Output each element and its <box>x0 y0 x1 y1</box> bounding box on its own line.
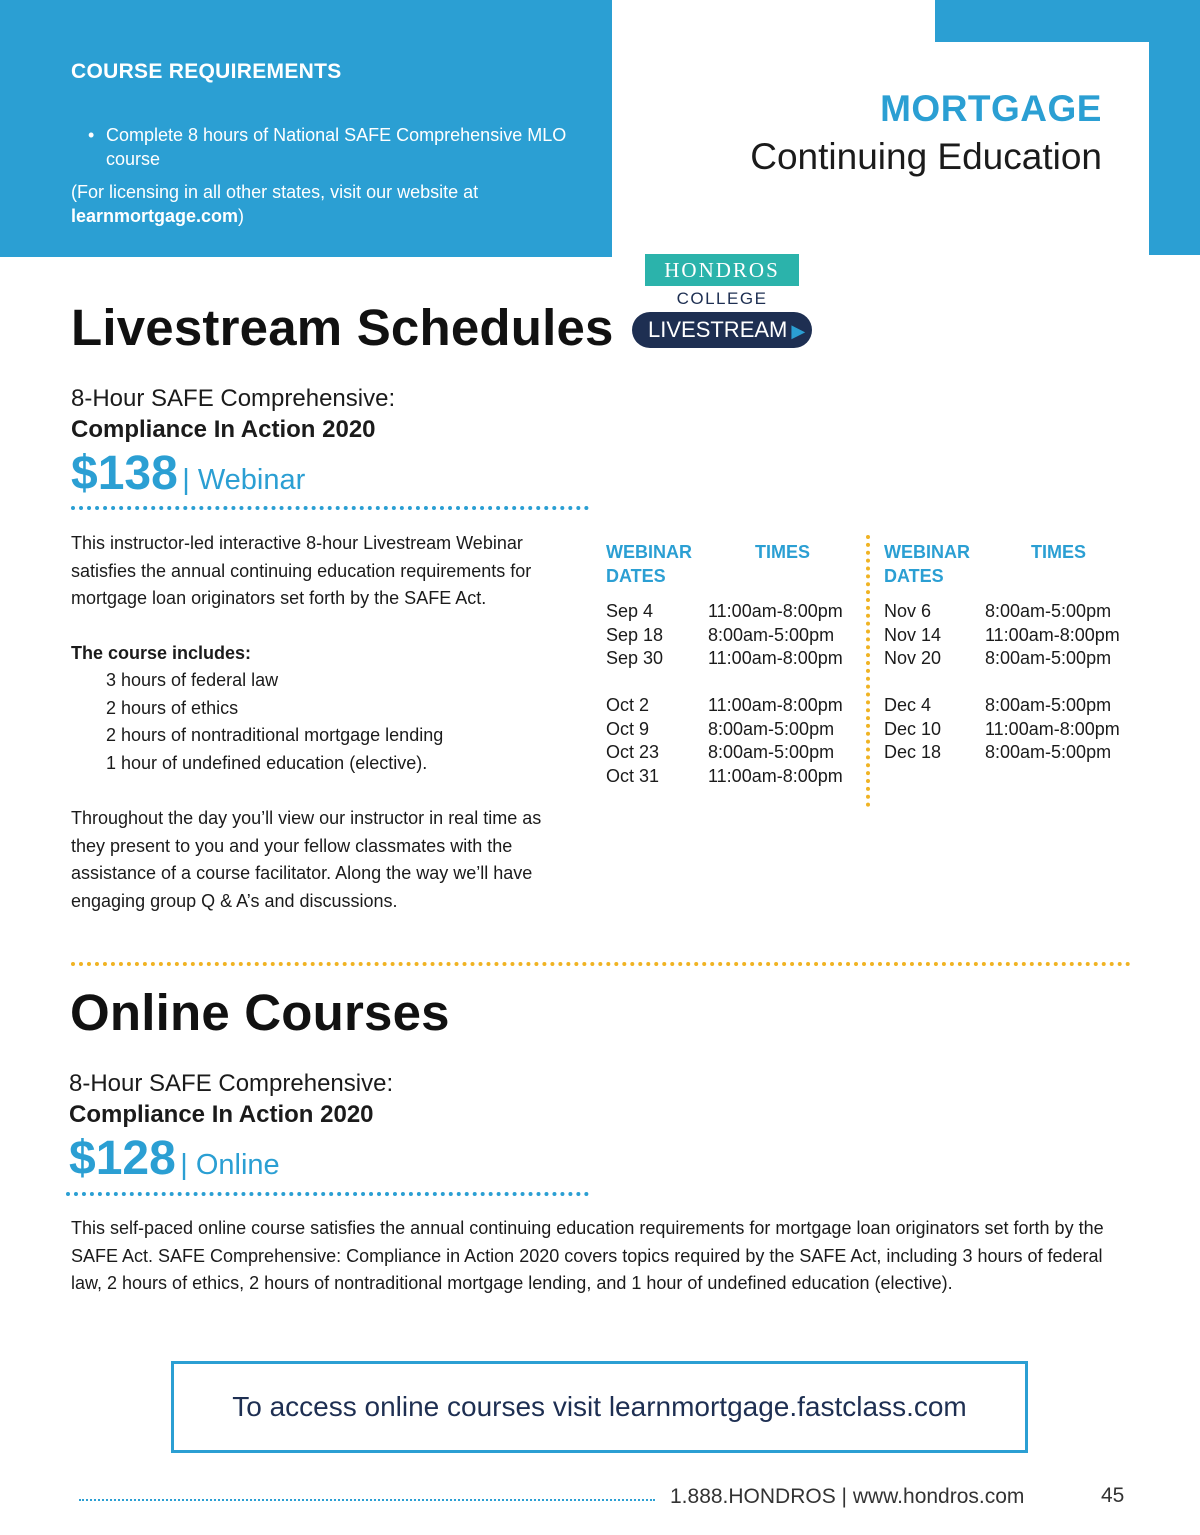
schedule-divider <box>866 535 870 807</box>
schedule-date: Oct 2 <box>606 695 650 715</box>
livestream-price: $138 <box>71 447 178 500</box>
section-divider <box>71 962 1131 966</box>
online-course-line2: Compliance In Action 2020 <box>69 1101 374 1128</box>
schedule-left-times-header: TIMES <box>755 542 811 562</box>
note-suffix: ) <box>238 206 245 226</box>
schedule-time: 11:00am-8:00pm <box>985 624 1120 645</box>
online-section-title: Online Courses <box>70 984 450 1041</box>
online-course-line1: 8-Hour SAFE Comprehensive: <box>69 1070 394 1097</box>
page-title: MORTGAGE <box>880 88 1102 129</box>
schedule-time: 8:00am-5:00pm <box>985 601 1112 621</box>
schedule-date: Oct 23 <box>606 742 660 762</box>
schedule-time: 11:00am-8:00pm <box>708 601 843 621</box>
note-prefix: (For licensing in all other states, visit our website at <box>71 182 479 202</box>
includes-list <box>106 667 443 777</box>
schedule-date: Oct 9 <box>606 718 650 739</box>
schedule-left-times <box>708 600 843 788</box>
schedule-date: Dec 10 <box>884 718 942 739</box>
schedule-time: 11:00am-8:00pm <box>708 695 843 715</box>
schedule-left-dates <box>606 600 663 788</box>
schedule-left-dates-header: WEBINAR DATES <box>606 542 692 586</box>
page-number: 45 <box>1101 1484 1125 1507</box>
schedule-date: Sep 4 <box>606 601 654 621</box>
online-description: This self-paced online course satisfies the annual continuing education requirements for mortgage loan originators set forth by the SAFE Act. SAFE Comprehensive: Compliance in Action 2020 covers topics required by the SAFE Act, including 3 hours of federal law, 2 hours of ethics, 2 hours of nontraditional mortgage lending, and 1 hour of undefined education (elective). <box>71 1218 1104 1293</box>
schedule-time: 11:00am-8:00pm <box>708 765 843 786</box>
schedule-right-dates-header: WEBINAR DATES <box>884 542 970 586</box>
includes-item: 2 hours of nontraditional mortgage lending <box>106 725 444 745</box>
access-text[interactable]: To access online courses visit learnmortgage.fastclass.com <box>232 1391 967 1422</box>
price-divider <box>66 1192 589 1196</box>
schedule-time: 8:00am-5:00pm <box>708 624 835 645</box>
schedule-time: 8:00am-5:00pm <box>708 718 835 739</box>
footer-contact[interactable]: 1.888.HONDROS | www.hondros.com <box>670 1485 1025 1508</box>
note-link[interactable]: learnmortgage.com <box>71 206 239 226</box>
online-price: $128 <box>69 1132 176 1185</box>
hondros-logo: HONDROS <box>645 254 799 286</box>
livestream-section-title: Livestream Schedules <box>71 299 614 356</box>
play-icon: ▶ <box>791 321 806 341</box>
footer-divider <box>79 1499 655 1501</box>
includes-item: 2 hours of ethics <box>106 697 239 718</box>
livestream-course-line2: Compliance In Action 2020 <box>71 416 376 443</box>
schedule-time: 8:00am-5:00pm <box>985 742 1112 762</box>
schedule-date: Nov 14 <box>884 624 942 645</box>
schedule-time: 11:00am-8:00pm <box>708 648 843 668</box>
schedule-date: Sep 30 <box>606 648 664 668</box>
schedule-right-times <box>985 600 1120 765</box>
livestream-badge <box>632 312 812 348</box>
schedule-time: 8:00am-5:00pm <box>708 742 835 762</box>
schedule-right-times-header: TIMES <box>1031 542 1087 562</box>
schedule-date: Dec 18 <box>884 742 942 762</box>
schedule-time: 11:00am-8:00pm <box>985 718 1120 739</box>
schedule-date: Sep 18 <box>606 624 664 645</box>
includes-title: The course includes: <box>71 643 252 663</box>
schedule-date: Nov 20 <box>884 648 942 668</box>
page-subtitle: Continuing Education <box>750 136 1102 177</box>
livestream-description: This instructor-led interactive 8-hour Livestream Webinar satisfies the annual continuing education requirements for mortgage loan originators set forth by the SAFE Act. <box>71 533 532 608</box>
schedule-date: Nov 6 <box>884 601 932 621</box>
online-format: | Online <box>180 1149 280 1181</box>
access-callout[interactable] <box>171 1361 1028 1453</box>
schedule-time: 8:00am-5:00pm <box>985 695 1112 715</box>
requirements-note <box>71 180 591 228</box>
livestream-format: | Webinar <box>182 464 306 496</box>
schedule-date: Dec 4 <box>884 695 932 715</box>
livestream-course-line1: 8-Hour SAFE Comprehensive: <box>71 385 396 412</box>
logo-college-text: COLLEGE <box>676 289 768 308</box>
price-divider <box>71 506 589 510</box>
corner-decoration-side <box>1149 42 1200 255</box>
livestream-paragraph2: Throughout the day you’ll view our instructor in real time as they present to you and your fellow classmates with the assistance of a course facilitator. Along the way we’ll have engaging group Q & A’s and discussions. <box>71 808 542 911</box>
includes-item: 1 hour of undefined education (elective). <box>106 752 428 773</box>
schedule-right-dates <box>884 600 941 765</box>
livestream-label: LIVESTREAM <box>648 317 788 342</box>
schedule-date: Oct 31 <box>606 765 660 786</box>
corner-decoration-top <box>935 0 1200 42</box>
requirements-title: COURSE REQUIREMENTS <box>71 60 342 83</box>
includes-item: 3 hours of federal law <box>106 670 279 690</box>
livestream-price-row <box>71 446 305 501</box>
bullet-icon: • <box>88 125 95 145</box>
online-price-row <box>69 1131 280 1186</box>
schedule-time: 8:00am-5:00pm <box>985 648 1112 668</box>
requirement-item: Complete 8 hours of National SAFE Comprehensive MLO course <box>106 125 567 169</box>
